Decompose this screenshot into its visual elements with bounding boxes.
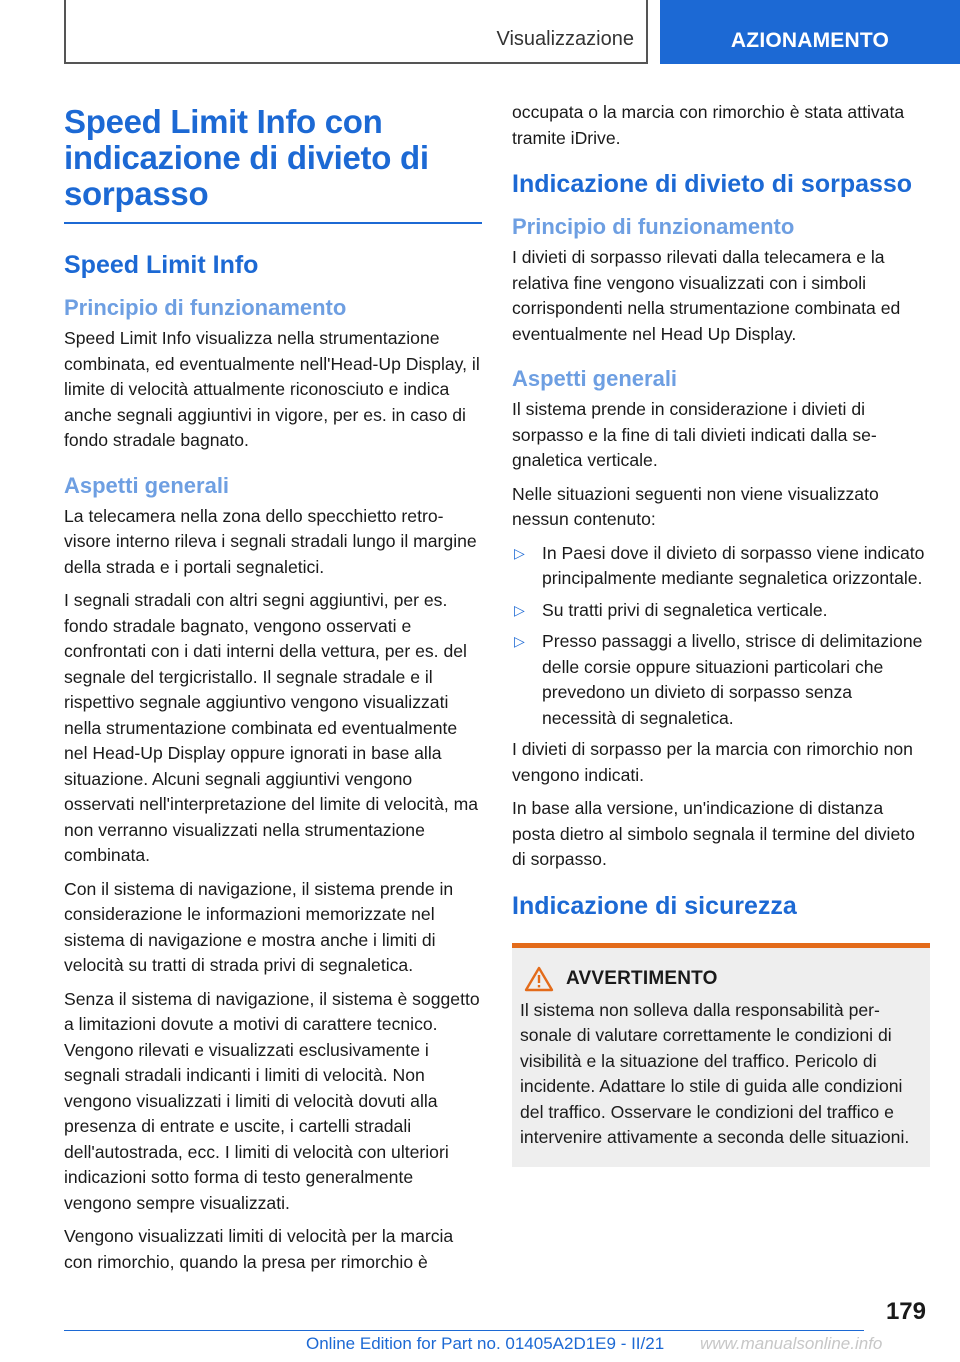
paragraph: Il sistema prende in considerazione i divieti di sorpasso e la fine di tali divieti indicati dalla segnaletica verticale. — [512, 399, 877, 470]
list-item — [512, 541, 930, 592]
paragraph: I segnali stradali con altri segni aggiuntivi, per es. fondo stradale bagnato, vengono osservati e confrontati con i dati interni della vettura, per es. del segnale del tergicristallo. Il segnale stradale e il rispettivo segnale aggiuntivo vengono visualizzati nella strumentazione combinata ed eventualmente nel Head-Up Display oppure ignorati in base alla situazione. Alcuni segnali aggiuntivi vengono osservati nell'interpretazione del limite di velocità, ma non verranno visualizzati nella strumentazione combinata. — [64, 590, 479, 865]
warning-text: Il sistema non solleva dalla responsabilità personale di valutare correttamente le condizioni di visibilità e la situazione del traffico. Pericolo di incidente. Adattare lo stile di guida alle condizioni del traffico. Osservare le condizioni del traffico e intervenire attivamente a seconda delle situazioni. — [520, 999, 910, 1147]
warning-header — [520, 966, 920, 992]
section-heading-sicurezza: Indicazione di sicurezza — [512, 891, 797, 920]
footer-divider — [64, 1330, 864, 1331]
paragraph: I divieti di sorpasso rilevati dalla telecamera e la relativa fine vengono visualizzati con i simboli corrispondenti nella strumentazione combinata ed eventualmente nel Head Up Display. — [512, 247, 901, 344]
paragraph: Nelle situazioni seguenti non viene visualizzato nessun contenuto: — [512, 483, 879, 529]
paragraph: Senza il sistema di navigazione, il sistema è soggetto a limitazioni dovute a motivi di carattere tecnico. Vengono rilevati e visualizzati esclusivamente i segnali stradali indicanti i limiti di velocità. Non vengono visualizzati i limiti di velocità dovuti alla presenza di entrate e uscite, i cartelli stradali dell'autostrada, ecc. I limiti di velocità con ulteriori indicazioni sotto forma di testo generalmente vengono sempre visualizzati. — [64, 988, 480, 1213]
warning-title: AVVERTIMENTO — [566, 967, 718, 989]
header-section: Visualizzazione — [496, 28, 634, 50]
warning-triangle-icon — [524, 966, 554, 992]
warning-box — [512, 943, 930, 1167]
triangle-bullet-icon: ▷ — [514, 633, 525, 649]
left-column — [64, 104, 482, 1283]
paragraph: occupata o la marcia con rimorchio è stata attivata tramite iDrive. — [512, 102, 905, 148]
triangle-bullet-icon: ▷ — [514, 544, 525, 561]
list-item-text: Presso passaggi a livello, strisce di delimitazione delle corsie oppure situazioni particolari che prevedono un divieto di sorpasso senza necessità di segnaletica. — [542, 631, 923, 728]
footer-edition: Online Edition for Part no. 01405A2D1E9 - II/21 — [306, 1334, 665, 1353]
paragraph: Con il sistema di navigazione, il sistema prende in considerazione le informazioni memorizzate nel sistema di navigazione e mostra anche i limiti di velocità su tratti di strada privi di segnaletica. — [64, 878, 454, 975]
list-item-text: In Paesi dove il divieto di sorpasso viene indicato principalmente mediante segnaletica orizzontale. — [542, 542, 925, 588]
paragraph: In base alla versione, un'indicazione di distanza posta dietro al simbolo segnala il termine del divieto di sorpasso. — [512, 798, 915, 869]
right-column — [512, 100, 930, 1167]
subheading-aspetti: Aspetti generali — [64, 472, 230, 498]
subheading-principio: Principio di funzionamento — [512, 214, 795, 239]
triangle-bullet-icon: ▷ — [514, 601, 525, 618]
page-number: 179 — [885, 1298, 926, 1325]
section-heading-divieto: Indicazione di divieto di sorpasso — [512, 170, 913, 198]
watermark: www.manualsonline.info — [700, 1334, 883, 1353]
title-divider — [64, 222, 482, 224]
list-item — [512, 629, 930, 731]
paragraph: La telecamera nella zona dello specchietto retrovisore interno rileva i segnali stradali lungo il margine della strada e i portali segnaletici. — [64, 505, 477, 577]
bullet-list — [512, 541, 930, 732]
subheading-aspetti: Aspetti generali — [512, 366, 678, 391]
header-frame — [64, 0, 648, 64]
section-heading-speed-limit-info: Speed Limit Info — [64, 251, 259, 279]
paragraph: Vengono visualizzati limiti di velocità per la marcia con rimorchio, quando la presa per rimorchio è — [64, 1226, 454, 1272]
subheading-principio: Principio di funzionamento — [64, 295, 347, 320]
paragraph: I divieti di sorpasso per la marcia con rimorchio non vengono indicati. — [512, 739, 913, 785]
paragraph: Speed Limit Info visualizza nella strumentazione combinata, ed eventualmente nell'Head-Up Display, il limite di velocità attualmente riconosciuto e indica anche segnali aggiuntivi in vigore, per es. in caso di fondo stradale bagnato. — [64, 328, 480, 450]
list-item-text: Su tratti privi di segnaletica verticale. — [542, 599, 828, 620]
page-title: Speed Limit Info con indicazione di divieto di sorpasso — [64, 103, 429, 212]
header-chapter-tab[interactable]: AZIONAMENTO — [660, 0, 960, 64]
list-item — [512, 598, 930, 624]
